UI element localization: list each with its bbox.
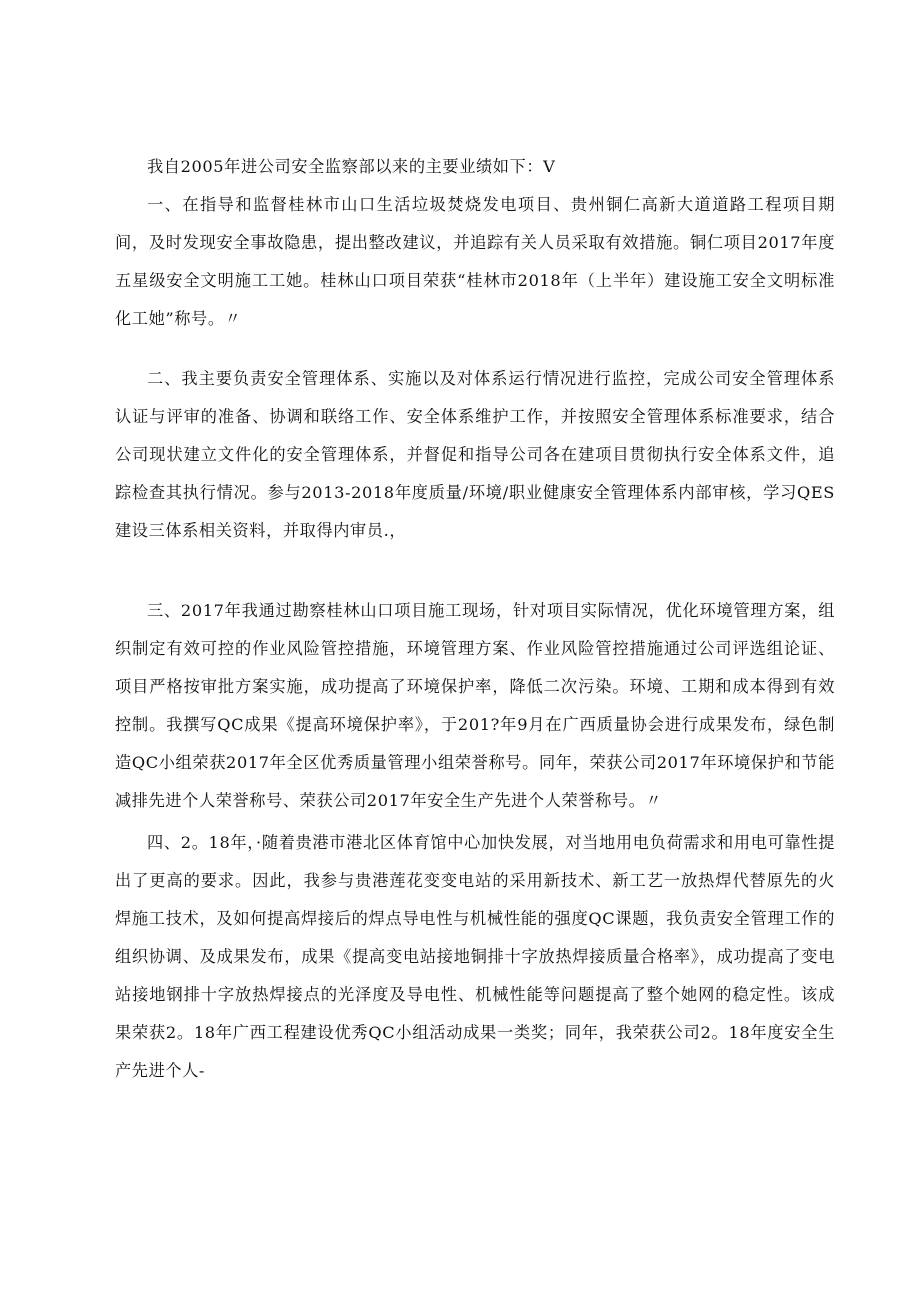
achievement-paragraph-1: 一、在指导和监督桂林市山口生活垃圾焚烧发电项目、贵州铜仁高新大道道路工程项目期间，及时发现安全事故隐患，提出整改建议，并追踪有关人员采取有效措施。铜仁项目2017年度五星级安全文明施工工她。桂林山口项目荣获“桂林市2018年（上半年）建设施工安全文明标准化工她”称号。〃	[115, 195, 835, 328]
achievement-paragraph-2: 二、我主要负责安全管理体系、实施以及对体系运行情况进行监控，完成公司安全管理体系认证与评审的准备、协调和联络工作、安全体系维护工作，并按照安全管理体系标准要求，结合公司现状建立文件化的安全管理体系，并督促和指导公司各在建项目贯彻执行安全体系文件，追踪检查其执行情况。参与2013-2018年度质量/环境/职业健康安全管理体系内部审核，学习QES建设三体系相关资料，并取得内审员.，	[115, 369, 835, 540]
achievement-paragraph-3: 三、2017年我通过勘察桂林山口项目施工现场，针对项目实际情况，优化环境管理方案，组织制定有效可控的作业风险管控措施，环境管理方案、作业风险管控措施通过公司评选组论证、项目严格按审批方案实施，成功提高了环境保护率，降低二次污染。环境、工期和成本得到有效控制。我撰写QC成果《提高环境保护率》，于201?年9月在广西质量协会进行成果发布，绿色制造QC小组荣获2017年全区优秀质量管理小组荣誉称号。同年，荣获公司2017年环境保护和节能减排先进个人荣誉称号、荣获公司2017年安全生产先进个人荣誉称号。〃	[115, 601, 835, 810]
intro-paragraph: 我自2005年进公司安全监察部以来的主要业绩如下：V	[147, 157, 556, 176]
achievement-paragraph-4: 四、2。18年，·随着贵港市港北区体育馆中心加快发展，对当地用电负荷需求和用电可靠性提出了更高的要求。因此，我参与贵港莲花变变电站的采用新技术、新工艺一放热焊代替原先的火焊施工技术，及如何提高焊接后的焊点导电性与机械性能的强度QC课题，我负责安全管理工作的组织协调、及成果发布，成果《提高变电站接地铜排十字放热焊接质量合格率》，成功提高了变电站接地钢排十字放热焊接点的光泽度及导电性、机械性能等问题提高了整个她网的稳定性。该成果荣获2。18年广西工程建设优秀QC小组活动成果一类奖；同年，我荣获公司2。18年度安全生产先进个人-	[115, 833, 835, 1080]
document-body	[115, 148, 835, 1090]
